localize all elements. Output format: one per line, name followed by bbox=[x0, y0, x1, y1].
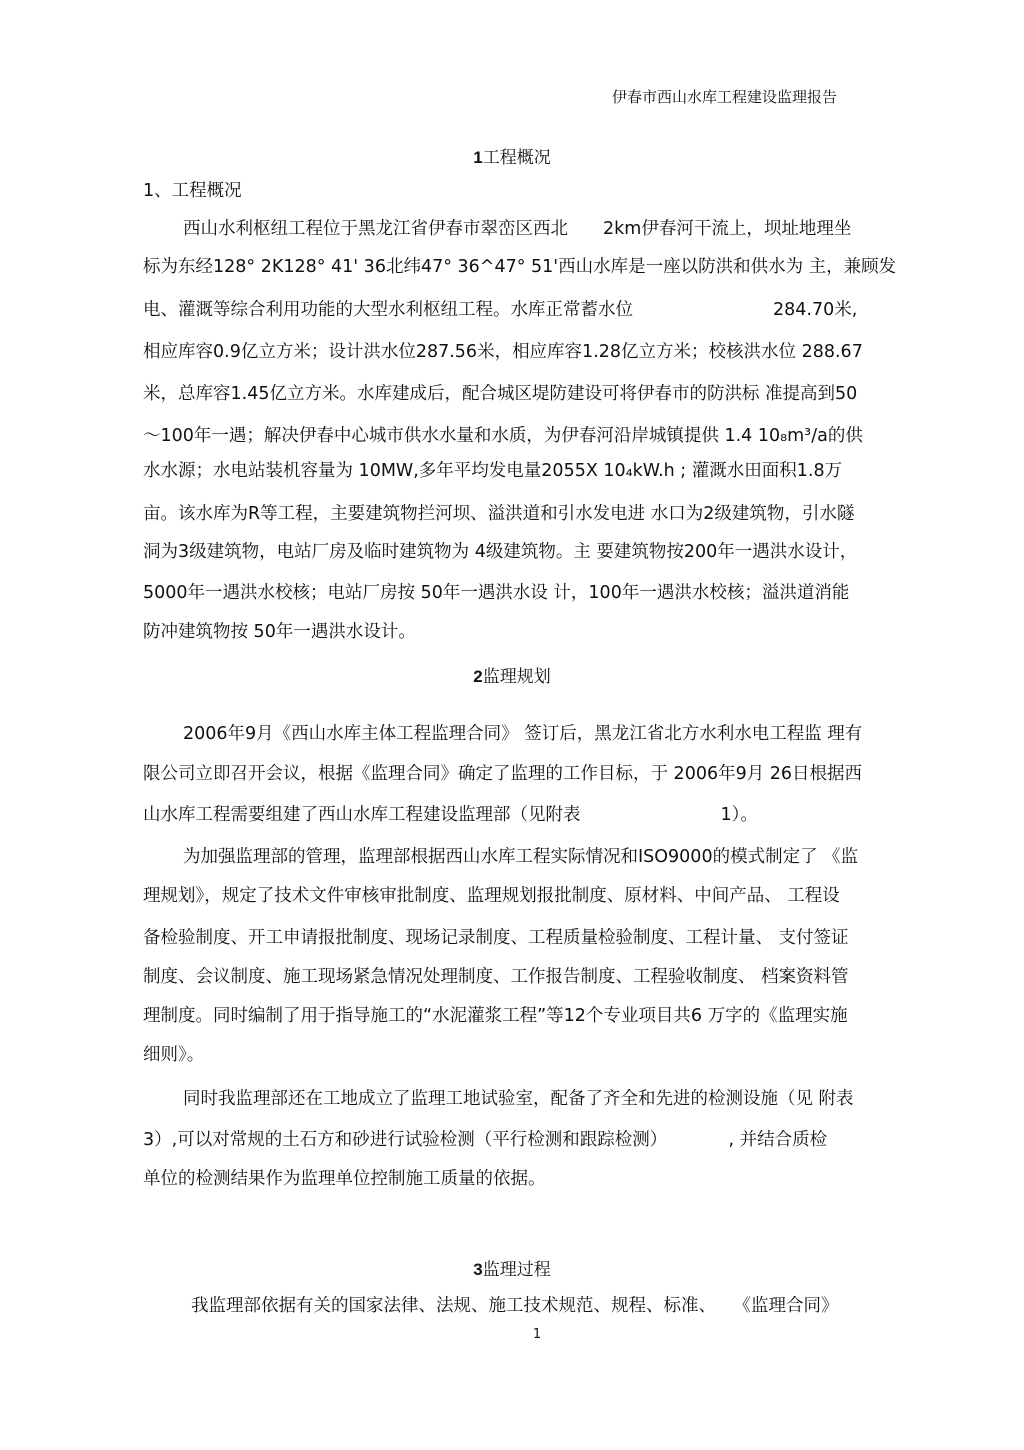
paragraph-line: 〜100年一遇；解决伊春中心城市供水水量和水质，为伊春河沿岸城镇提供 1.4 10₈m³/a的供 bbox=[143, 426, 863, 446]
paragraph-line: 细则》。 bbox=[143, 1045, 205, 1065]
paragraph-line: 备检验制度、开工申请报批制度、现场记录制度、工程质量检验制度、工程计量、 支付签证 bbox=[143, 928, 849, 948]
paragraph-line: 防冲建筑物按 50年一遇洪水设计。 bbox=[143, 622, 416, 642]
section-title: 工程概况 bbox=[482, 148, 551, 168]
section-number: 2 bbox=[473, 667, 483, 686]
paragraph-line: 山水库工程需要组建了西山水库工程建设监理部（见附表 1）。 bbox=[143, 805, 758, 825]
subheading: 1、工程概况 bbox=[143, 181, 242, 201]
section-number: 1 bbox=[473, 148, 483, 167]
paragraph-line: 同时我监理部还在工地成立了监理工地试验室，配备了齐全和先进的检测设施（见 附表 bbox=[183, 1089, 854, 1109]
paragraph-line: 单位的检测结果作为监理单位控制施工质量的依据。 bbox=[143, 1169, 546, 1189]
paragraph-line: 水水源；水电站装机容量为 10MW,多年平均发电量2055X 10₄kW.h ; 灌溉水田面积1.8万 bbox=[143, 461, 843, 481]
paragraph-line: 亩。该水库为R等工程，主要建筑物拦河坝、溢洪道和引水发电进 水口为2级建筑物，引水隧 bbox=[143, 504, 855, 524]
section-heading-1 bbox=[0, 143, 1024, 168]
running-header: 伊春市西山水库工程建设监理报告 bbox=[612, 88, 838, 106]
paragraph-line: 3）,可以对常规的土石方和砂进行试验检测（平行检测和跟踪检测） , 并结合质检 bbox=[143, 1130, 828, 1150]
section-number: 3 bbox=[473, 1260, 483, 1279]
paragraph-line: 西山水利枢纽工程位于黑龙江省伊春市翠峦区西北 2km伊春河干流上，坝址地理坐 bbox=[183, 219, 852, 239]
paragraph-line: 理规划》，规定了技术文件审核审批制度、监理规划报批制度、原材料、中间产品、 工程设 bbox=[143, 886, 840, 906]
paragraph-line: 制度、会议制度、施工现场紧急情况处理制度、工作报告制度、工程验收制度、 档案资料管 bbox=[143, 967, 849, 987]
paragraph-line: 电、灌溉等综合利用功能的大型水利枢纽工程。水库正常蓄水位 284.70米, bbox=[143, 300, 858, 320]
section-heading-2 bbox=[0, 662, 1024, 687]
section-title: 监理规划 bbox=[482, 667, 551, 687]
paragraph-line: 理制度。同时编制了用于指导施工的“水泥灌浆工程”等12个专业项目共6 万字的《监理实施 bbox=[143, 1006, 848, 1026]
section-title: 监理过程 bbox=[482, 1260, 551, 1280]
paragraph-line: 洞为3级建筑物，电站厂房及临时建筑物为 4级建筑物。主 要建筑物按200年一遇洪水设计， bbox=[143, 542, 858, 562]
paragraph-line: 标为东经128° 2K128° 41' 36北纬47° 36^47° 51'西山水库是一座以防洪和供水为 主，兼顾发 bbox=[143, 257, 897, 277]
paragraph-line: 相应库容0.9亿立方米；设计洪水位287.56米，相应库容1.28亿立方米；校核洪水位 288.67 bbox=[143, 342, 863, 362]
paragraph-line: 米，总库容1.45亿立方米。水库建成后，配合城区堤防建设可将伊春市的防洪标 准提高到50 bbox=[143, 384, 858, 404]
page-number: 1 bbox=[532, 1327, 542, 1342]
section-heading-3 bbox=[0, 1255, 1024, 1280]
paragraph-line: 5000年一遇洪水校核；电站厂房按 50年一遇洪水设 计，100年一遇洪水校核；溢洪道消能 bbox=[143, 583, 850, 603]
paragraph-line: 2006年9月《西山水库主体工程监理合同》 签订后，黑龙江省北方水利水电工程监 理有 bbox=[183, 724, 863, 744]
paragraph-line: 限公司立即召开会议，根据《监理合同》确定了监理的工作目标，于 2006年9月 26日根据西 bbox=[143, 764, 863, 784]
paragraph-line: 为加强监理部的管理，监理部根据西山水库工程实际情况和ISO9000的模式制定了 《监 bbox=[183, 847, 859, 867]
paragraph-line: 我监理部依据有关的国家法律、法规、施工技术规范、规程、标准、 《监理合同》 bbox=[191, 1296, 839, 1316]
